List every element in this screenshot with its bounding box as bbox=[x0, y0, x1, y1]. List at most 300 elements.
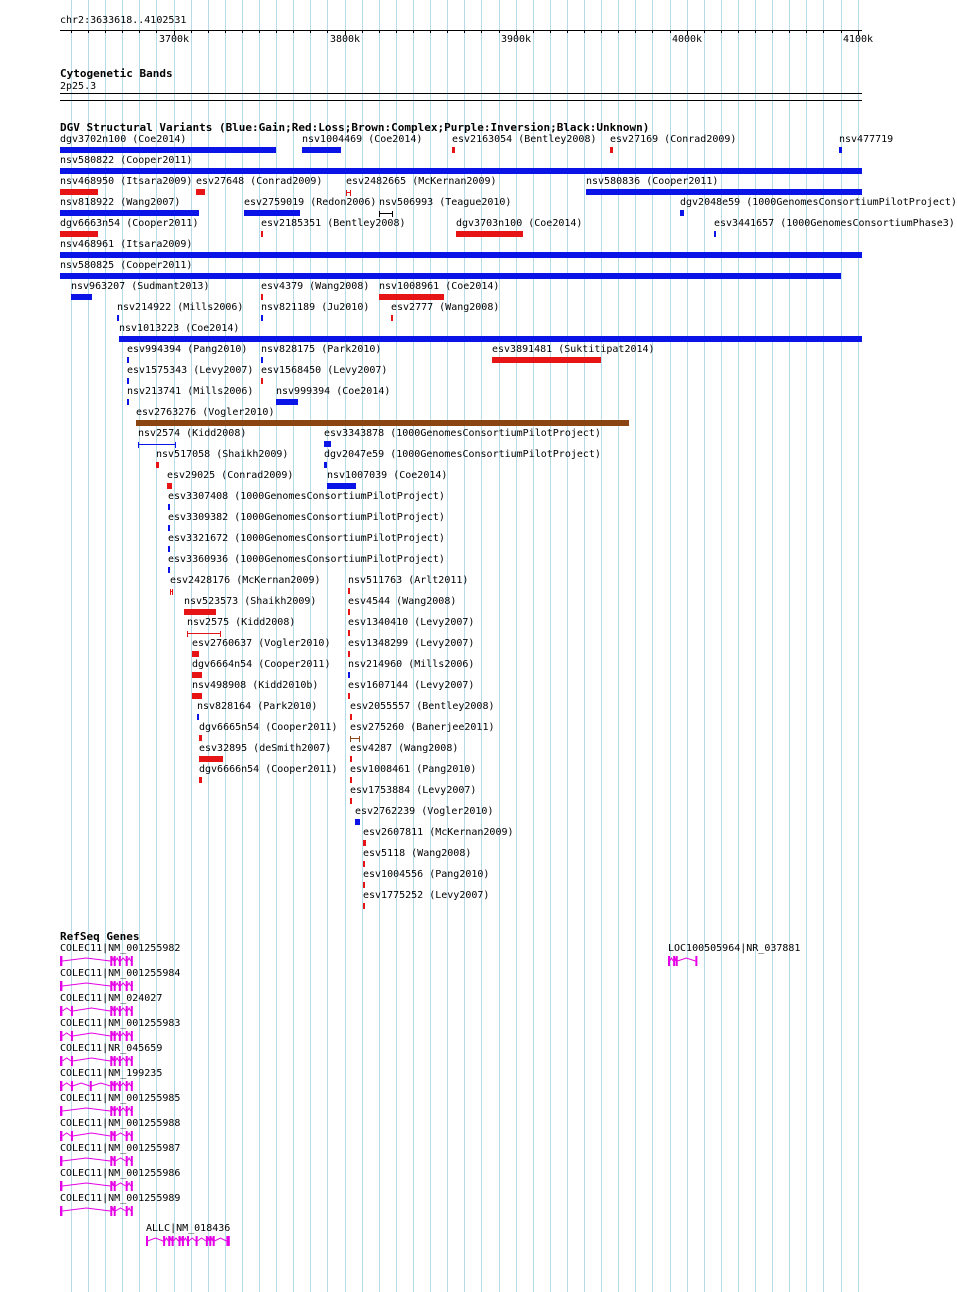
gene-exon bbox=[131, 1031, 133, 1041]
sv-feature[interactable] bbox=[261, 378, 263, 384]
sv-feature[interactable] bbox=[199, 756, 223, 762]
ruler-minor-tick bbox=[755, 30, 756, 33]
sv-feature-line bbox=[380, 213, 392, 214]
gene-exon bbox=[110, 981, 112, 991]
sv-label[interactable]: dgv2048e59 (1000GenomesConsortiumPilotProject) bbox=[680, 197, 957, 208]
sv-label[interactable]: esv1607144 (Levy2007) bbox=[348, 680, 475, 691]
gene-model[interactable] bbox=[60, 1130, 135, 1142]
sv-label[interactable]: nsv821189 (Ju2010) bbox=[261, 302, 370, 313]
sv-feature[interactable] bbox=[168, 504, 170, 510]
gene-exon bbox=[114, 1131, 116, 1141]
sv-feature[interactable] bbox=[350, 714, 352, 720]
sv-feature[interactable] bbox=[60, 147, 276, 153]
gene-exon bbox=[163, 1236, 165, 1246]
ruler-minor-tick bbox=[704, 30, 705, 33]
gene-model[interactable] bbox=[60, 1005, 135, 1017]
gene-exon bbox=[110, 1056, 112, 1066]
sv-feature[interactable] bbox=[350, 777, 352, 783]
ruler-minor-tick bbox=[652, 30, 653, 33]
ruler-tick-label: 3800k bbox=[329, 34, 361, 45]
ruler-minor-tick bbox=[721, 30, 722, 33]
sv-feature[interactable] bbox=[348, 630, 350, 636]
grid-line bbox=[584, 0, 585, 1292]
sv-label[interactable]: nsv1004469 (Coe2014) bbox=[302, 134, 423, 145]
sv-label[interactable]: nsv468961 (Itsara2009) bbox=[60, 239, 193, 250]
sv-feature[interactable] bbox=[71, 294, 92, 300]
sv-label[interactable]: esv3441657 (1000GenomesConsortiumPhase3) bbox=[714, 218, 955, 229]
sv-label[interactable]: nsv511763 (Arlt2011) bbox=[348, 575, 469, 586]
sv-label[interactable]: esv3307408 (1000GenomesConsortiumPilotProject) bbox=[168, 491, 445, 502]
sv-feature[interactable] bbox=[363, 861, 365, 867]
sv-feature[interactable] bbox=[168, 546, 170, 552]
gene-label[interactable]: COLEC11|NM_001255987 bbox=[60, 1143, 181, 1154]
sv-label[interactable]: esv275260 (Banerjee2011) bbox=[350, 722, 495, 733]
sv-feature[interactable] bbox=[348, 693, 350, 699]
gene-exon bbox=[119, 956, 121, 966]
sv-feature[interactable] bbox=[60, 210, 199, 216]
sv-feature[interactable] bbox=[119, 336, 862, 342]
ruler-minor-tick bbox=[208, 30, 209, 33]
gene-label[interactable]: COLEC11|NM_001255989 bbox=[60, 1193, 181, 1204]
gene-exon bbox=[172, 1236, 174, 1246]
sv-label[interactable]: esv2163054 (Bentley2008) bbox=[452, 134, 597, 145]
sv-feature[interactable] bbox=[192, 651, 199, 657]
sv-label[interactable]: esv3309382 (1000GenomesConsortiumPilotProject) bbox=[168, 512, 445, 523]
sv-feature[interactable] bbox=[456, 231, 523, 237]
grid-line bbox=[516, 0, 517, 1292]
ruler-minor-tick bbox=[276, 30, 277, 33]
sv-feature[interactable] bbox=[138, 442, 176, 448]
genes-heading: RefSeq Genes bbox=[60, 930, 140, 943]
gene-exon bbox=[114, 1206, 116, 1216]
sv-label[interactable]: esv32895 (deSmith2007) bbox=[199, 743, 332, 754]
grid-line bbox=[533, 0, 534, 1292]
ruler-minor-tick bbox=[533, 30, 534, 33]
sv-feature[interactable] bbox=[261, 294, 263, 300]
ruler-minor-tick bbox=[139, 30, 140, 33]
ruler-minor-tick bbox=[481, 30, 482, 33]
sv-label[interactable]: esv2760637 (Vogler2010) bbox=[192, 638, 331, 649]
gene-exon bbox=[126, 1131, 128, 1141]
cyto-band-top bbox=[60, 93, 862, 94]
sv-feature[interactable] bbox=[492, 357, 601, 363]
sv-label[interactable]: esv1004556 (Pang2010) bbox=[363, 869, 490, 880]
sv-label[interactable]: dgv3703n100 (Coe2014) bbox=[456, 218, 583, 229]
ruler-minor-tick bbox=[567, 30, 568, 33]
gene-exon bbox=[60, 1081, 62, 1091]
sv-label[interactable]: esv1753884 (Levy2007) bbox=[350, 785, 477, 796]
ruler-minor-tick bbox=[396, 30, 397, 33]
sv-label[interactable]: esv4379 (Wang2008) bbox=[261, 281, 370, 292]
gene-intron bbox=[62, 1208, 130, 1211]
gene-exon bbox=[60, 1131, 62, 1141]
sv-feature[interactable] bbox=[586, 189, 862, 195]
sv-feature[interactable] bbox=[261, 231, 263, 237]
ruler-tick-label: 3900k bbox=[500, 34, 532, 45]
sv-label[interactable]: esv1348299 (Levy2007) bbox=[348, 638, 475, 649]
sv-feature[interactable] bbox=[117, 315, 119, 321]
ruler-minor-tick bbox=[225, 30, 226, 33]
gene-exon bbox=[126, 1156, 128, 1166]
sv-feature[interactable] bbox=[60, 168, 862, 174]
sv-label[interactable]: esv1340410 (Levy2007) bbox=[348, 617, 475, 628]
gene-exon bbox=[60, 981, 62, 991]
sv-feature[interactable] bbox=[127, 378, 129, 384]
sv-feature[interactable] bbox=[244, 210, 300, 216]
gene-exon bbox=[114, 1156, 116, 1166]
sv-label[interactable]: nsv999394 (Coe2014) bbox=[276, 386, 391, 397]
gene-exon bbox=[60, 1106, 62, 1116]
sv-label[interactable]: nsv468950 (Itsara2009) bbox=[60, 176, 193, 187]
gene-exon bbox=[114, 1181, 116, 1191]
gene-exon bbox=[60, 1006, 62, 1016]
gene-exon bbox=[114, 1031, 116, 1041]
gene-exon bbox=[114, 1106, 116, 1116]
ruler-minor-tick bbox=[242, 30, 243, 33]
gene-exon bbox=[114, 1056, 116, 1066]
gene-exon bbox=[60, 1181, 62, 1191]
sv-feature[interactable] bbox=[348, 588, 350, 594]
ruler-minor-tick bbox=[327, 30, 328, 33]
sv-label[interactable]: esv4287 (Wang2008) bbox=[350, 743, 459, 754]
ruler-title: chr2:3633618..4102531 bbox=[60, 15, 187, 26]
sv-feature[interactable] bbox=[714, 231, 716, 237]
gene-exon bbox=[126, 1081, 128, 1091]
sv-label[interactable]: nsv2574 (Kidd2008) bbox=[138, 428, 247, 439]
ruler-minor-tick bbox=[310, 30, 311, 33]
gene-exon bbox=[60, 956, 62, 966]
gene-exon bbox=[676, 956, 678, 966]
gene-exon bbox=[60, 1156, 62, 1166]
sv-feature[interactable] bbox=[839, 147, 842, 153]
gene-model[interactable] bbox=[60, 980, 135, 992]
gene-exon bbox=[71, 1031, 73, 1041]
gene-label[interactable]: COLEC11|NR_045659 bbox=[60, 1043, 163, 1054]
ruler-minor-tick bbox=[550, 30, 551, 33]
dgv-heading: DGV Structural Variants (Blue:Gain;Red:Loss;Brown:Complex;Purple:Inversion;Black:Unknown) bbox=[60, 121, 650, 134]
sv-feature[interactable] bbox=[197, 714, 199, 720]
sv-label[interactable]: esv3891481 (Suktitipat2014) bbox=[492, 344, 655, 355]
gene-exon bbox=[90, 1081, 92, 1091]
sv-feature[interactable] bbox=[196, 189, 205, 195]
sv-label[interactable]: nsv1013223 (Coe2014) bbox=[119, 323, 240, 334]
gene-exon bbox=[114, 981, 116, 991]
sv-label[interactable]: esv27648 (Conrad2009) bbox=[196, 176, 323, 187]
sv-label[interactable]: esv994394 (Pang2010) bbox=[127, 344, 248, 355]
grid-line bbox=[481, 0, 482, 1292]
sv-label[interactable]: esv5118 (Wang2008) bbox=[363, 848, 472, 859]
sv-feature[interactable] bbox=[348, 651, 350, 657]
gene-exon bbox=[71, 1131, 73, 1141]
ruler-minor-tick bbox=[464, 30, 465, 33]
grid-line bbox=[567, 0, 568, 1292]
gene-label[interactable]: COLEC11|NM_001255982 bbox=[60, 943, 181, 954]
sv-feature[interactable] bbox=[60, 273, 841, 279]
sv-label[interactable]: nsv1008961 (Coe2014) bbox=[379, 281, 500, 292]
gene-exon bbox=[131, 1006, 133, 1016]
ruler-minor-tick bbox=[670, 30, 671, 33]
gene-model[interactable] bbox=[60, 1205, 135, 1217]
sv-feature[interactable] bbox=[327, 483, 356, 489]
ruler-tick-label: 4100k bbox=[842, 34, 874, 45]
gene-exon bbox=[110, 1206, 112, 1216]
sv-label[interactable]: nsv214960 (Mills2006) bbox=[348, 659, 475, 670]
sv-label[interactable]: nsv498908 (Kidd2010b) bbox=[192, 680, 319, 691]
gene-exon bbox=[131, 1056, 133, 1066]
gene-exon bbox=[60, 1056, 62, 1066]
gene-exon bbox=[110, 956, 112, 966]
gene-exon bbox=[119, 1106, 121, 1116]
gene-exon bbox=[131, 1156, 133, 1166]
sv-feature[interactable] bbox=[324, 441, 331, 447]
gene-label[interactable]: LOC100505964|NR_037881 bbox=[668, 943, 801, 954]
sv-feature[interactable] bbox=[302, 147, 341, 153]
gene-exon bbox=[695, 956, 697, 966]
sv-label[interactable]: esv2482665 (McKernan2009) bbox=[346, 176, 497, 187]
sv-label[interactable]: esv2759019 (Redon2006) bbox=[244, 197, 377, 208]
gene-exon bbox=[114, 1081, 116, 1091]
sv-feature[interactable] bbox=[276, 399, 298, 405]
sv-feature[interactable] bbox=[127, 357, 129, 363]
gene-exon bbox=[119, 981, 121, 991]
sv-feature[interactable] bbox=[391, 315, 393, 321]
sv-feature[interactable] bbox=[379, 294, 444, 300]
gene-intron bbox=[62, 1183, 130, 1186]
sv-label[interactable]: esv27169 (Conrad2009) bbox=[610, 134, 737, 145]
gene-exon bbox=[178, 1236, 180, 1246]
sv-label[interactable]: esv1008461 (Pang2010) bbox=[350, 764, 477, 775]
gene-exon bbox=[196, 1236, 198, 1246]
gene-model[interactable] bbox=[146, 1235, 232, 1247]
gene-exon bbox=[114, 1006, 116, 1016]
sv-label[interactable]: nsv828175 (Park2010) bbox=[261, 344, 382, 355]
sv-feature[interactable] bbox=[680, 210, 684, 216]
gene-exon bbox=[126, 1031, 128, 1041]
sv-feature[interactable] bbox=[348, 672, 350, 678]
sv-feature[interactable] bbox=[348, 609, 350, 615]
sv-label[interactable]: esv2763276 (Vogler2010) bbox=[136, 407, 275, 418]
sv-feature[interactable] bbox=[355, 819, 360, 825]
gene-exon bbox=[131, 1081, 133, 1091]
sv-label[interactable]: nsv214922 (Mills2006) bbox=[117, 302, 244, 313]
gene-model[interactable] bbox=[60, 1080, 135, 1092]
sv-feature[interactable] bbox=[379, 211, 393, 217]
ruler-minor-tick bbox=[293, 30, 294, 33]
sv-label[interactable]: nsv477719 bbox=[839, 134, 894, 145]
gene-label[interactable]: COLEC11|NM_199235 bbox=[60, 1068, 163, 1079]
sv-feature[interactable] bbox=[261, 315, 263, 321]
sv-label[interactable]: dgv6663n54 (Cooper2011) bbox=[60, 218, 199, 229]
sv-feature[interactable] bbox=[350, 736, 360, 742]
sv-feature[interactable] bbox=[60, 252, 862, 258]
ruler-minor-tick bbox=[823, 30, 824, 33]
sv-label[interactable]: esv2762239 (Vogler2010) bbox=[355, 806, 494, 817]
sv-feature[interactable] bbox=[346, 190, 351, 196]
ruler-minor-tick bbox=[379, 30, 380, 33]
ruler-minor-tick bbox=[738, 30, 739, 33]
sv-feature[interactable] bbox=[350, 798, 352, 804]
sv-label[interactable]: nsv580825 (Cooper2011) bbox=[60, 260, 193, 271]
ruler-minor-tick bbox=[413, 30, 414, 33]
gene-exon bbox=[187, 1236, 189, 1246]
sv-label[interactable]: esv2055557 (Bentley2008) bbox=[350, 701, 495, 712]
sv-label[interactable]: esv3360936 (1000GenomesConsortiumPilotProject) bbox=[168, 554, 445, 565]
ruler-minor-tick bbox=[191, 30, 192, 33]
sv-label[interactable]: dgv3702n100 (Coe2014) bbox=[60, 134, 187, 145]
gene-exon bbox=[131, 1181, 133, 1191]
gene-exon bbox=[119, 1006, 121, 1016]
sv-label[interactable]: nsv963207 (Sudmant2013) bbox=[71, 281, 210, 292]
gene-exon bbox=[60, 1031, 62, 1041]
sv-label[interactable]: esv2777 (Wang2008) bbox=[391, 302, 500, 313]
ruler-minor-tick bbox=[105, 30, 106, 33]
sv-feature[interactable] bbox=[452, 147, 455, 153]
sv-feature-line bbox=[171, 591, 172, 592]
sv-feature[interactable] bbox=[170, 589, 173, 595]
sv-feature[interactable] bbox=[60, 231, 98, 237]
ruler-minor-tick bbox=[806, 30, 807, 33]
gene-label[interactable]: COLEC11|NM_001255985 bbox=[60, 1093, 181, 1104]
sv-feature[interactable] bbox=[199, 777, 202, 783]
gene-exon bbox=[71, 1006, 73, 1016]
gene-exon bbox=[110, 1081, 112, 1091]
ruler-minor-tick bbox=[447, 30, 448, 33]
ruler-minor-tick bbox=[841, 30, 842, 33]
gene-exon bbox=[146, 1236, 148, 1246]
gene-exon bbox=[110, 1031, 112, 1041]
gene-model[interactable] bbox=[60, 1180, 135, 1192]
gene-exon bbox=[110, 1006, 112, 1016]
sv-label[interactable]: nsv580836 (Cooper2011) bbox=[586, 176, 719, 187]
sv-feature[interactable] bbox=[60, 189, 98, 195]
sv-label[interactable]: dgv6665n54 (Cooper2011) bbox=[199, 722, 338, 733]
sv-feature[interactable] bbox=[184, 609, 216, 615]
grid-line bbox=[499, 0, 500, 1292]
sv-label[interactable]: nsv1007039 (Coe2014) bbox=[327, 470, 448, 481]
ruler-minor-tick bbox=[88, 30, 89, 33]
sv-label[interactable]: esv2428176 (McKernan2009) bbox=[170, 575, 321, 586]
sv-feature[interactable] bbox=[363, 903, 365, 909]
sv-label[interactable]: dgv6664n54 (Cooper2011) bbox=[192, 659, 331, 670]
gene-exon bbox=[71, 1081, 73, 1091]
sv-feature[interactable] bbox=[168, 567, 170, 573]
sv-feature[interactable] bbox=[363, 840, 366, 846]
gene-label[interactable]: ALLC|NM_018436 bbox=[146, 1223, 231, 1234]
sv-feature[interactable] bbox=[127, 399, 129, 405]
sv-label[interactable]: esv2607811 (McKernan2009) bbox=[363, 827, 514, 838]
gene-exon bbox=[131, 1106, 133, 1116]
sv-feature[interactable] bbox=[363, 882, 365, 888]
ruler-tick-label: 3700k bbox=[158, 34, 190, 45]
sv-feature[interactable] bbox=[136, 420, 629, 426]
gene-label[interactable]: COLEC11|NM_001255984 bbox=[60, 968, 181, 979]
gene-exon bbox=[668, 956, 670, 966]
ruler-line bbox=[60, 30, 862, 31]
gene-exon bbox=[206, 1236, 208, 1246]
gene-exon bbox=[131, 1206, 133, 1216]
sv-label[interactable]: nsv213741 (Mills2006) bbox=[127, 386, 254, 397]
ruler-minor-tick bbox=[601, 30, 602, 33]
sv-feature[interactable] bbox=[199, 735, 202, 741]
sv-label[interactable]: esv29025 (Conrad2009) bbox=[167, 470, 294, 481]
ruler-minor-tick bbox=[584, 30, 585, 33]
ruler-minor-tick bbox=[122, 30, 123, 33]
sv-label[interactable]: esv3343878 (1000GenomesConsortiumPilotProject) bbox=[324, 428, 601, 439]
sv-feature[interactable] bbox=[187, 631, 221, 637]
sv-feature[interactable] bbox=[350, 756, 352, 762]
gene-exon bbox=[126, 956, 128, 966]
sv-label[interactable]: esv4544 (Wang2008) bbox=[348, 596, 457, 607]
sv-feature-line bbox=[139, 444, 175, 445]
sv-feature[interactable] bbox=[261, 357, 263, 363]
sv-label[interactable]: dgv2047e59 (1000GenomesConsortiumPilotProject) bbox=[324, 449, 601, 460]
gene-exon bbox=[226, 1236, 229, 1246]
sv-feature[interactable] bbox=[610, 147, 613, 153]
sv-feature[interactable] bbox=[168, 525, 170, 531]
gene-exon bbox=[213, 1236, 215, 1246]
ruler-minor-tick bbox=[71, 30, 72, 33]
sv-label[interactable]: esv1775252 (Levy2007) bbox=[363, 890, 490, 901]
gene-model[interactable] bbox=[60, 955, 135, 967]
sv-feature[interactable] bbox=[324, 462, 327, 468]
gene-exon bbox=[110, 1106, 112, 1116]
sv-label[interactable]: esv3321672 (1000GenomesConsortiumPilotProject) bbox=[168, 533, 445, 544]
sv-label[interactable]: nsv2575 (Kidd2008) bbox=[187, 617, 296, 628]
gene-exon bbox=[131, 1131, 133, 1141]
gene-model[interactable] bbox=[60, 1155, 135, 1167]
sv-label[interactable]: nsv828164 (Park2010) bbox=[197, 701, 318, 712]
sv-feature[interactable] bbox=[192, 672, 202, 678]
sv-label[interactable]: nsv517058 (Shaikh2009) bbox=[156, 449, 289, 460]
gene-exon bbox=[114, 956, 116, 966]
gene-exon bbox=[110, 1156, 112, 1166]
gene-model[interactable] bbox=[60, 1055, 135, 1067]
sv-label[interactable]: esv1568450 (Levy2007) bbox=[261, 365, 388, 376]
gene-model[interactable] bbox=[60, 1105, 135, 1117]
sv-label[interactable]: nsv523573 (Shaikh2009) bbox=[184, 596, 317, 607]
sv-label[interactable]: esv1575343 (Levy2007) bbox=[127, 365, 254, 376]
sv-label[interactable]: esv2185351 (Bentley2008) bbox=[261, 218, 406, 229]
gene-model[interactable] bbox=[60, 1030, 135, 1042]
sv-feature-line bbox=[351, 738, 359, 739]
sv-feature[interactable] bbox=[167, 483, 172, 489]
gene-label[interactable]: COLEC11|NM_001255986 bbox=[60, 1168, 181, 1179]
ruler-minor-tick bbox=[362, 30, 363, 33]
gene-exon bbox=[131, 981, 133, 991]
gene-label[interactable]: COLEC11|NM_001255988 bbox=[60, 1118, 181, 1129]
ruler-minor-tick bbox=[772, 30, 773, 33]
sv-label[interactable]: nsv818922 (Wang2007) bbox=[60, 197, 181, 208]
gene-model[interactable] bbox=[668, 955, 699, 967]
gene-exon bbox=[126, 1006, 128, 1016]
gene-label[interactable]: COLEC11|NM_001255983 bbox=[60, 1018, 181, 1029]
gene-exon bbox=[168, 1236, 170, 1246]
sv-feature[interactable] bbox=[192, 693, 202, 699]
gene-intron bbox=[62, 1158, 130, 1161]
sv-label[interactable]: nsv506993 (Teague2010) bbox=[379, 197, 512, 208]
gene-exon bbox=[126, 1056, 128, 1066]
gene-label[interactable]: COLEC11|NM_024027 bbox=[60, 993, 163, 1004]
gene-exon bbox=[110, 1131, 112, 1141]
sv-feature[interactable] bbox=[156, 462, 159, 468]
ruler-minor-tick bbox=[156, 30, 157, 33]
ruler-minor-tick bbox=[259, 30, 260, 33]
ruler-minor-tick bbox=[430, 30, 431, 33]
sv-label[interactable]: dgv6666n54 (Cooper2011) bbox=[199, 764, 338, 775]
grid-line bbox=[550, 0, 551, 1292]
sv-label[interactable]: nsv580822 (Cooper2011) bbox=[60, 155, 193, 166]
cyto-band-label: 2p25.3 bbox=[60, 81, 97, 92]
